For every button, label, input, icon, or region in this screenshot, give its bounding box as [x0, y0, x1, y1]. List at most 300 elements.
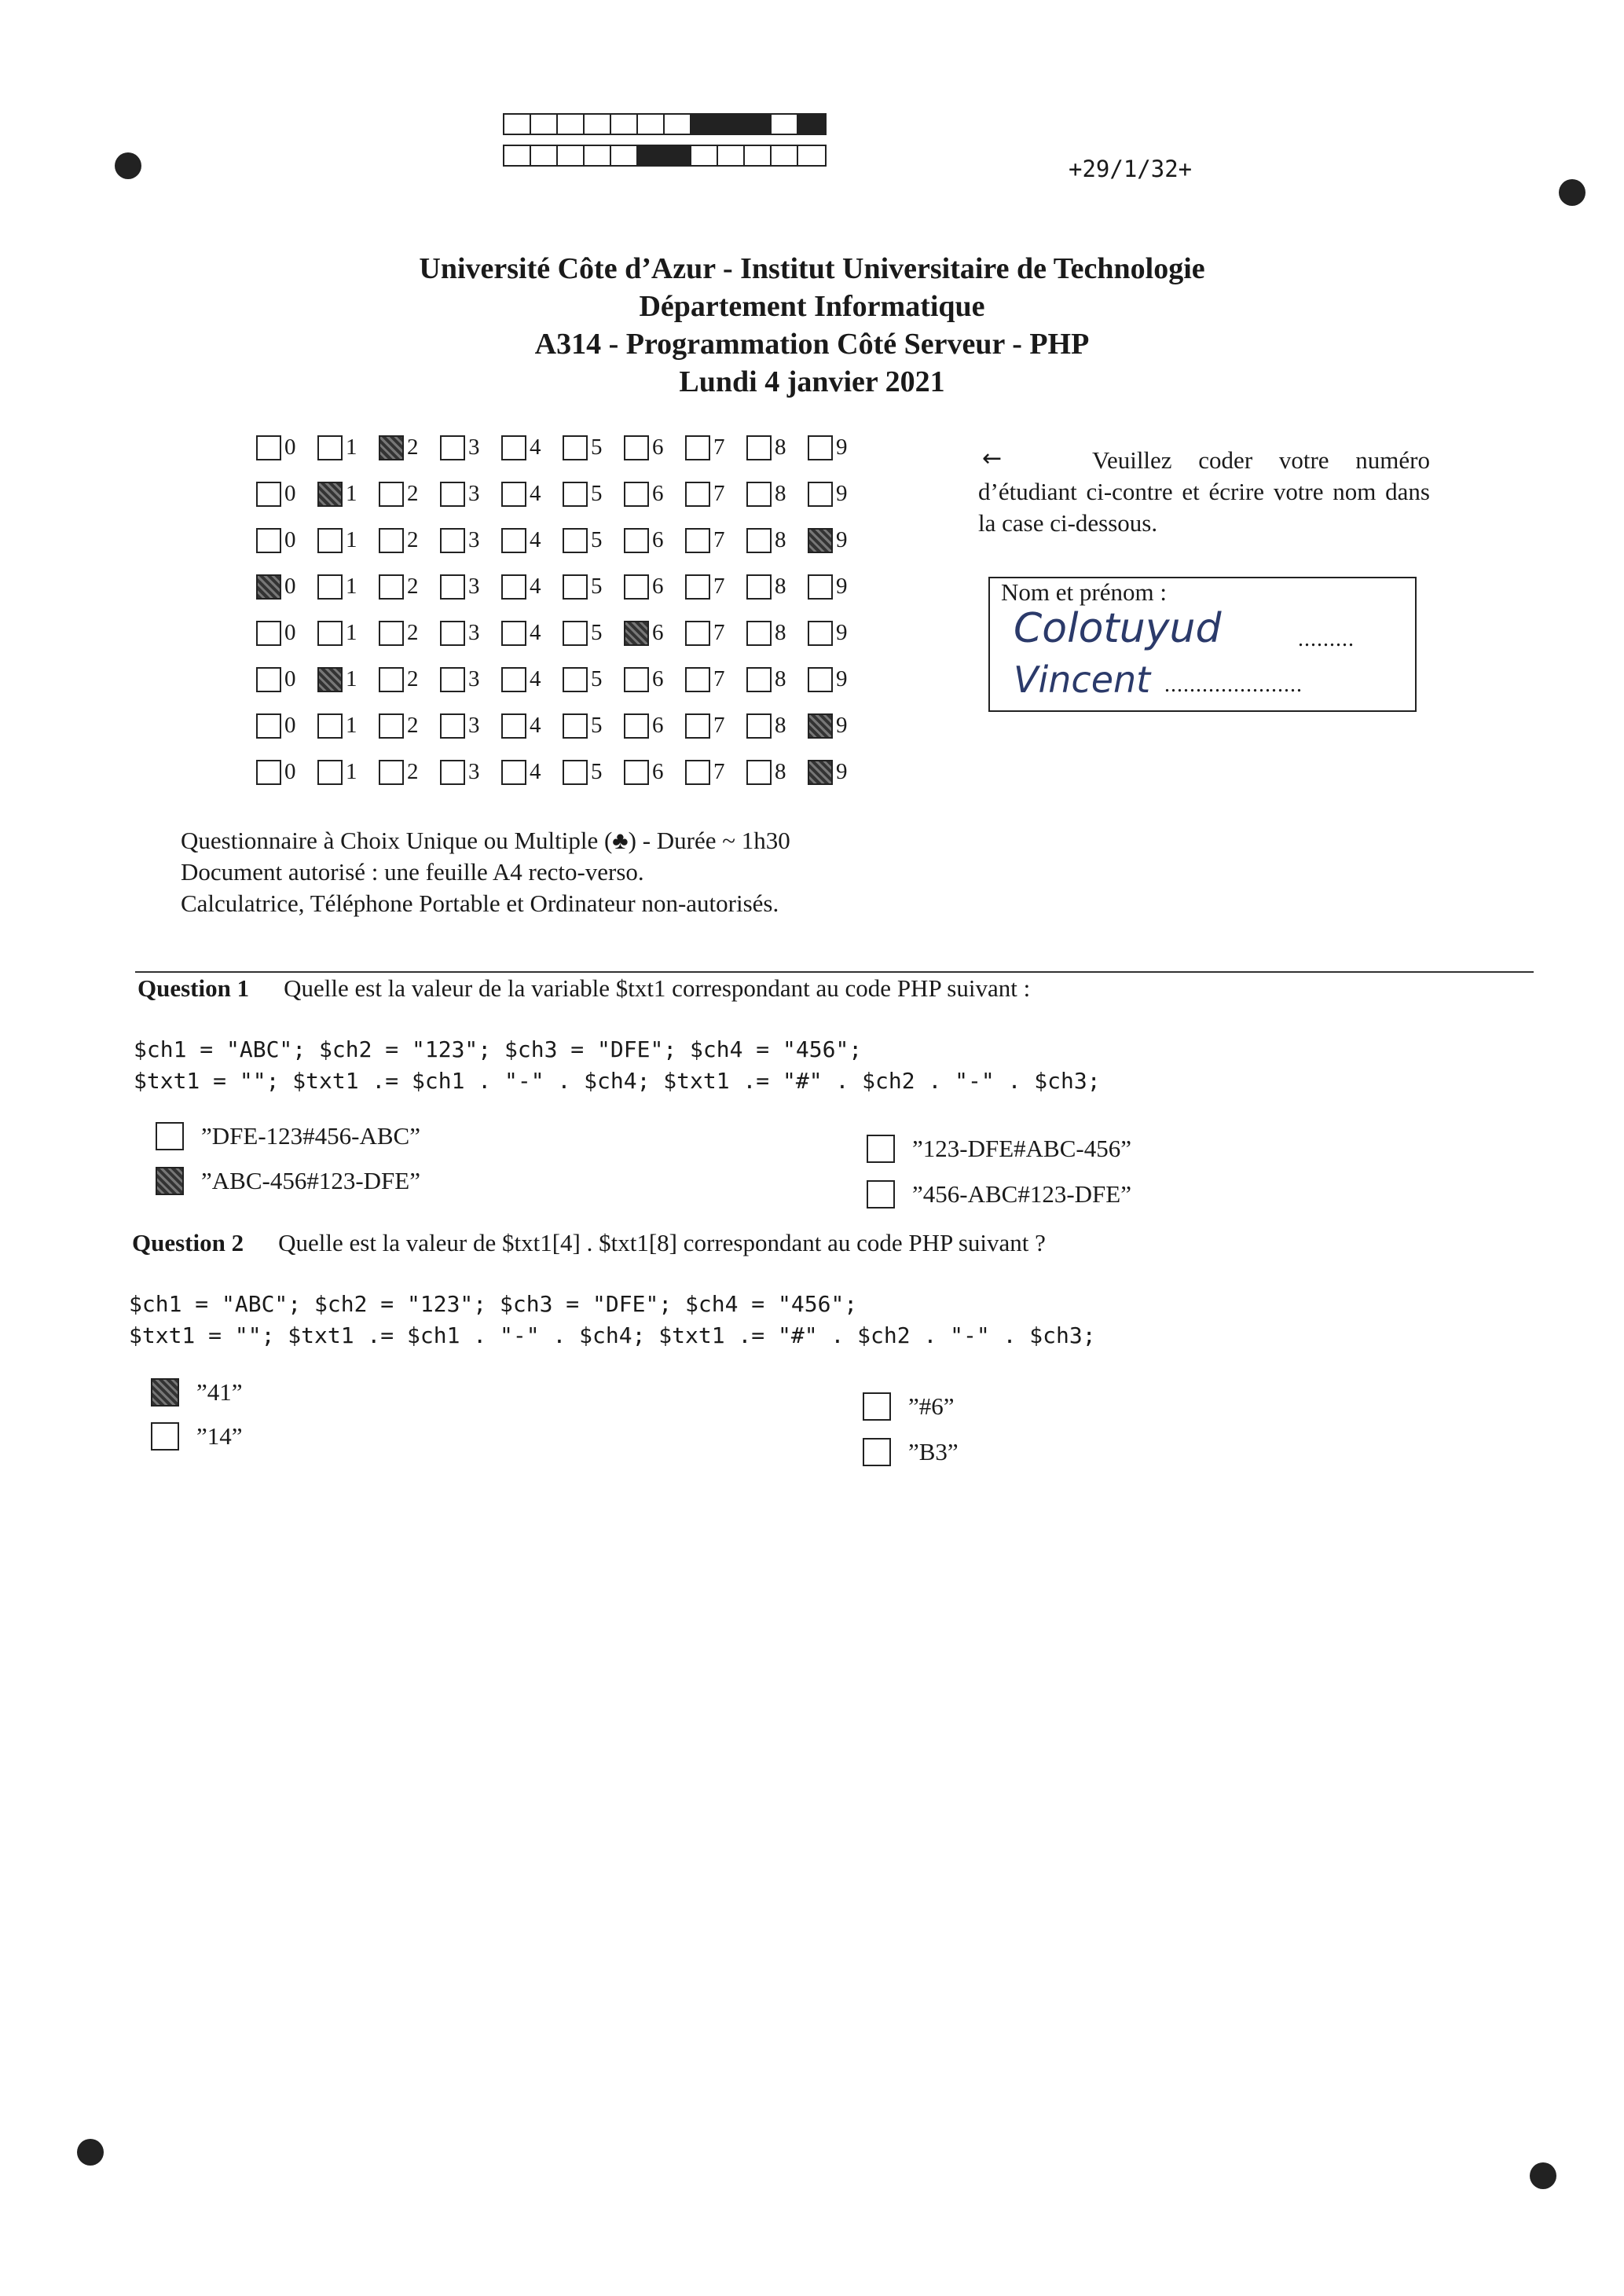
name-dots-2: ......................	[1164, 673, 1303, 697]
digit-label: 5	[591, 435, 603, 460]
digit-label: 1	[346, 666, 357, 691]
digit-checkbox[interactable]	[501, 667, 526, 692]
digit-label: 3	[468, 713, 480, 738]
digit-label: 0	[284, 713, 296, 738]
digit-checkbox[interactable]	[317, 435, 343, 460]
digit-option[interactable]	[440, 574, 501, 600]
digit-option[interactable]	[256, 759, 317, 785]
digit-label: 4	[530, 759, 541, 784]
digit-option[interactable]	[685, 527, 746, 553]
question-1-option-d[interactable]	[867, 1180, 1131, 1209]
digit-checkbox[interactable]	[685, 713, 710, 739]
digit-option[interactable]	[685, 435, 746, 460]
digit-label: 3	[468, 435, 480, 460]
digit-checkbox[interactable]	[685, 760, 710, 785]
student-number-row	[256, 424, 869, 471]
digit-label: 7	[713, 666, 725, 691]
digit-label: 0	[284, 666, 296, 691]
digit-label: 2	[407, 435, 419, 460]
digit-option[interactable]	[440, 713, 501, 739]
digit-option[interactable]	[685, 666, 746, 692]
digit-option[interactable]	[685, 574, 746, 600]
digit-option[interactable]	[379, 620, 440, 646]
checkbox[interactable]	[151, 1422, 179, 1451]
student-number-row	[256, 702, 869, 749]
digit-option[interactable]	[379, 713, 440, 739]
digit-option[interactable]	[746, 759, 808, 785]
digit-label: 6	[652, 713, 664, 738]
name-dots-1: .........	[1298, 627, 1355, 651]
instructions-text: Veuillez coder votre numéro d’étudiant ci-contre et écrire votre nom dans la case ci-dessous.	[978, 446, 1430, 537]
digit-label: 6	[652, 666, 664, 691]
digit-option[interactable]	[501, 481, 563, 507]
digit-option[interactable]	[808, 574, 869, 600]
digit-checkbox[interactable]	[685, 528, 710, 553]
digit-option[interactable]	[379, 759, 440, 785]
digit-option[interactable]	[501, 759, 563, 785]
digit-option[interactable]	[501, 666, 563, 692]
digit-option[interactable]	[624, 481, 685, 507]
digit-option[interactable]	[379, 574, 440, 600]
digit-option[interactable]	[317, 574, 379, 600]
digit-label: 8	[775, 713, 786, 738]
digit-label: 0	[284, 527, 296, 552]
option-label: ”DFE-123#456-ABC”	[201, 1122, 420, 1150]
checkbox[interactable]	[156, 1122, 184, 1150]
question-2-text: Quelle est la valeur de $txt1[4] . $txt1[8] correspondant au code PHP suivant ?	[278, 1229, 1046, 1256]
digit-label: 1	[346, 481, 357, 506]
digit-label: 6	[652, 620, 664, 645]
digit-option[interactable]	[501, 620, 563, 646]
page-id: +29/1/32+	[1069, 156, 1193, 182]
digit-label: 8	[775, 527, 786, 552]
digit-option[interactable]	[624, 527, 685, 553]
digit-option[interactable]	[746, 435, 808, 460]
digit-label: 8	[775, 759, 786, 784]
digit-label: 1	[346, 435, 357, 460]
digit-label: 4	[530, 713, 541, 738]
digit-checkbox[interactable]	[256, 713, 281, 739]
digit-label: 3	[468, 620, 480, 645]
digit-option[interactable]	[317, 435, 379, 460]
digit-option[interactable]	[808, 759, 869, 785]
digit-option[interactable]	[256, 666, 317, 692]
digit-option[interactable]	[624, 713, 685, 739]
digit-label: 1	[346, 527, 357, 552]
question-1-option-c[interactable]	[867, 1135, 1131, 1163]
left-arrow-icon: ←	[982, 445, 1003, 472]
digit-option[interactable]	[563, 620, 624, 646]
digit-label: 3	[468, 527, 480, 552]
digit-option[interactable]	[440, 527, 501, 553]
digit-option[interactable]	[379, 666, 440, 692]
digit-checkbox[interactable]	[746, 574, 772, 600]
digit-checkbox[interactable]	[685, 574, 710, 600]
question-2-option-a[interactable]	[151, 1378, 243, 1407]
digit-option[interactable]	[317, 666, 379, 692]
digit-checkbox[interactable]	[440, 667, 465, 692]
digit-label: 8	[775, 435, 786, 460]
digit-option[interactable]	[256, 481, 317, 507]
header-department: Département Informatique	[639, 290, 985, 323]
digit-checkbox[interactable]	[440, 574, 465, 600]
digit-checkbox[interactable]	[317, 528, 343, 553]
digit-option[interactable]	[317, 527, 379, 553]
registration-mark-top-left	[115, 152, 141, 179]
digit-checkbox[interactable]	[563, 528, 588, 553]
digit-checkbox[interactable]	[379, 482, 404, 507]
digit-checkbox[interactable]	[685, 482, 710, 507]
digit-label: 7	[713, 435, 725, 460]
digit-checkbox[interactable]	[563, 482, 588, 507]
digit-option[interactable]	[685, 759, 746, 785]
question-2-option-b[interactable]	[151, 1422, 243, 1451]
digit-checkbox[interactable]	[563, 621, 588, 646]
question-1-code-line-1: $ch1 = "ABC"; $ch2 = "123"; $ch3 = "DFE"; $ch4 = "456";	[134, 1036, 863, 1062]
digit-option[interactable]	[624, 435, 685, 460]
digit-label: 5	[591, 574, 603, 599]
digit-label: 0	[284, 574, 296, 599]
digit-label: 8	[775, 666, 786, 691]
question-1-option-a[interactable]	[156, 1122, 420, 1150]
digit-label: 4	[530, 620, 541, 645]
digit-checkbox[interactable]	[563, 667, 588, 692]
question-1-option-b[interactable]	[156, 1167, 420, 1195]
digit-label: 2	[407, 713, 419, 738]
digit-label: 0	[284, 759, 296, 784]
digit-label: 4	[530, 481, 541, 506]
digit-checkbox[interactable]	[624, 713, 649, 739]
digit-option[interactable]	[501, 713, 563, 739]
digit-label: 8	[775, 574, 786, 599]
digit-label: 5	[591, 759, 603, 784]
digit-label: 8	[775, 481, 786, 506]
digit-label: 5	[591, 620, 603, 645]
digit-label: 4	[530, 527, 541, 552]
digit-option[interactable]	[624, 620, 685, 646]
digit-label: 4	[530, 435, 541, 460]
digit-option[interactable]	[746, 666, 808, 692]
digit-option[interactable]	[317, 713, 379, 739]
option-label: ”123-DFE#ABC-456”	[912, 1135, 1131, 1162]
digit-option[interactable]	[563, 435, 624, 460]
question-2-code	[129, 1289, 1096, 1352]
exam-header	[0, 250, 1624, 401]
digit-option[interactable]	[746, 713, 808, 739]
digit-checkbox[interactable]	[808, 621, 833, 646]
digit-checkbox[interactable]	[440, 713, 465, 739]
digit-label: 7	[713, 713, 725, 738]
digit-option[interactable]	[379, 481, 440, 507]
digit-label: 3	[468, 574, 480, 599]
digit-label: 2	[407, 759, 419, 784]
digit-label: 3	[468, 666, 480, 691]
exam-info-type: Questionnaire à Choix Unique ou Multiple (♣) - Durée ~ 1h30	[181, 827, 790, 854]
digit-option[interactable]	[563, 759, 624, 785]
question-1-code-line-2: $txt1 = ""; $txt1 .= $ch1 . "-" . $ch4; $txt1 .= "#" . $ch2 . "-" . $ch3;	[134, 1068, 1101, 1094]
digit-label: 9	[836, 666, 848, 691]
digit-label: 0	[284, 435, 296, 460]
digit-option[interactable]	[808, 435, 869, 460]
option-label: ”ABC-456#123-DFE”	[201, 1167, 420, 1194]
digit-checkbox[interactable]	[746, 667, 772, 692]
digit-option[interactable]	[379, 527, 440, 553]
digit-checkbox[interactable]	[624, 435, 649, 460]
digit-label: 6	[652, 527, 664, 552]
registration-mark-top-right	[1559, 179, 1586, 206]
digit-checkbox[interactable]	[501, 713, 526, 739]
digit-checkbox[interactable]	[746, 713, 772, 739]
digit-checkbox[interactable]	[685, 667, 710, 692]
digit-option[interactable]	[746, 620, 808, 646]
digit-label: 2	[407, 666, 419, 691]
student-number-row	[256, 563, 869, 610]
digit-label: 5	[591, 527, 603, 552]
digit-label: 3	[468, 759, 480, 784]
registration-mark-bottom-left	[77, 2139, 104, 2166]
digit-label: 6	[652, 574, 664, 599]
digit-checkbox[interactable]	[624, 482, 649, 507]
digit-option[interactable]	[808, 620, 869, 646]
digit-option[interactable]	[563, 527, 624, 553]
digit-checkbox[interactable]	[501, 528, 526, 553]
digit-option[interactable]	[624, 759, 685, 785]
digit-label: 7	[713, 527, 725, 552]
checkbox[interactable]	[863, 1392, 891, 1421]
option-label: ”#6”	[908, 1392, 955, 1420]
digit-label: 6	[652, 481, 664, 506]
student-number-grid	[256, 424, 869, 795]
digit-checkbox[interactable]	[808, 574, 833, 600]
digit-option[interactable]	[501, 527, 563, 553]
digit-option[interactable]	[256, 435, 317, 460]
option-label: ”456-ABC#123-DFE”	[912, 1180, 1131, 1208]
exam-info-documents: Document autorisé : une feuille A4 recto-verso.	[181, 858, 644, 886]
digit-label: 3	[468, 481, 480, 506]
digit-option[interactable]	[624, 666, 685, 692]
name-box[interactable]	[988, 577, 1417, 712]
digit-checkbox[interactable]	[624, 667, 649, 692]
digit-label: 9	[836, 527, 848, 552]
digit-checkbox[interactable]	[379, 528, 404, 553]
digit-checkbox[interactable]	[624, 528, 649, 553]
digit-option[interactable]	[746, 574, 808, 600]
question-1-label: Question 1	[137, 974, 250, 1002]
barcode-top	[503, 113, 827, 135]
digit-checkbox[interactable]	[379, 760, 404, 785]
digit-checkbox[interactable]	[563, 435, 588, 460]
digit-option[interactable]	[317, 620, 379, 646]
digit-checkbox[interactable]	[501, 621, 526, 646]
digit-checkbox[interactable]	[501, 574, 526, 600]
digit-option[interactable]	[685, 620, 746, 646]
digit-checkbox[interactable]	[256, 435, 281, 460]
digit-option[interactable]	[563, 713, 624, 739]
question-2-heading	[132, 1229, 1046, 1257]
digit-option[interactable]	[501, 435, 563, 460]
digit-label: 7	[713, 481, 725, 506]
digit-label: 2	[407, 481, 419, 506]
digit-option[interactable]	[685, 713, 746, 739]
digit-checkbox[interactable]	[379, 667, 404, 692]
digit-option[interactable]	[808, 527, 869, 553]
digit-checkbox[interactable]	[624, 760, 649, 785]
digit-option[interactable]	[624, 574, 685, 600]
digit-label: 2	[407, 620, 419, 645]
digit-label: 6	[652, 435, 664, 460]
student-number-row	[256, 749, 869, 795]
digit-checkbox[interactable]	[440, 760, 465, 785]
header-course: A314 - Programmation Côté Serveur - PHP	[534, 328, 1090, 361]
digit-option[interactable]	[440, 759, 501, 785]
digit-option[interactable]	[256, 713, 317, 739]
digit-option[interactable]	[746, 481, 808, 507]
digit-checkbox[interactable]	[256, 621, 281, 646]
digit-label: 4	[530, 666, 541, 691]
digit-checkbox[interactable]	[379, 621, 404, 646]
digit-checkbox[interactable]	[256, 667, 281, 692]
digit-label: 7	[713, 759, 725, 784]
digit-checkbox[interactable]	[440, 435, 465, 460]
digit-checkbox[interactable]	[379, 435, 404, 460]
digit-checkbox[interactable]	[501, 435, 526, 460]
digit-checkbox[interactable]	[501, 482, 526, 507]
digit-option[interactable]	[563, 666, 624, 692]
question-2-option-c[interactable]	[863, 1392, 955, 1421]
digit-checkbox[interactable]	[685, 621, 710, 646]
digit-checkbox[interactable]	[256, 574, 281, 600]
handwritten-firstname: Vincent	[1014, 658, 1151, 701]
name-label: Nom et prénom :	[1001, 578, 1167, 606]
digit-checkbox[interactable]	[624, 574, 649, 600]
digit-label: 1	[346, 574, 357, 599]
digit-label: 5	[591, 481, 603, 506]
digit-option[interactable]	[256, 620, 317, 646]
digit-option[interactable]	[440, 481, 501, 507]
digit-label: 9	[836, 574, 848, 599]
digit-checkbox[interactable]	[256, 760, 281, 785]
digit-option[interactable]	[317, 759, 379, 785]
registration-mark-bottom-right	[1530, 2162, 1556, 2189]
digit-label: 5	[591, 713, 603, 738]
digit-checkbox[interactable]	[440, 528, 465, 553]
digit-checkbox[interactable]	[808, 528, 833, 553]
digit-label: 0	[284, 481, 296, 506]
digit-checkbox[interactable]	[563, 574, 588, 600]
digit-option[interactable]	[440, 435, 501, 460]
digit-checkbox[interactable]	[256, 528, 281, 553]
digit-label: 9	[836, 481, 848, 506]
digit-checkbox[interactable]	[317, 760, 343, 785]
digit-checkbox[interactable]	[501, 760, 526, 785]
digit-option[interactable]	[317, 481, 379, 507]
digit-option[interactable]	[808, 713, 869, 739]
digit-checkbox[interactable]	[317, 713, 343, 739]
digit-checkbox[interactable]	[256, 482, 281, 507]
digit-option[interactable]	[563, 481, 624, 507]
student-number-row	[256, 656, 869, 702]
digit-option[interactable]	[808, 666, 869, 692]
question-1-code	[134, 1034, 1101, 1097]
checkbox[interactable]	[867, 1135, 895, 1163]
digit-checkbox[interactable]	[808, 435, 833, 460]
digit-checkbox[interactable]	[317, 621, 343, 646]
digit-checkbox[interactable]	[746, 482, 772, 507]
digit-option[interactable]	[256, 574, 317, 600]
digit-option[interactable]	[746, 527, 808, 553]
barcode-bottom	[503, 145, 827, 167]
digit-label: 9	[836, 759, 848, 784]
checkbox[interactable]	[151, 1378, 179, 1407]
digit-checkbox[interactable]	[317, 574, 343, 600]
digit-label: 1	[346, 759, 357, 784]
question-2-option-d[interactable]	[863, 1438, 959, 1466]
digit-label: 2	[407, 574, 419, 599]
digit-option[interactable]	[440, 620, 501, 646]
digit-label: 5	[591, 666, 603, 691]
digit-checkbox[interactable]	[379, 713, 404, 739]
option-label: ”B3”	[908, 1438, 959, 1465]
digit-label: 2	[407, 527, 419, 552]
exam-info	[181, 825, 790, 919]
digit-checkbox[interactable]	[563, 713, 588, 739]
question-1-text: Quelle est la valeur de la variable $txt1 correspondant au code PHP suivant :	[284, 974, 1031, 1002]
digit-checkbox[interactable]	[685, 435, 710, 460]
student-number-row	[256, 517, 869, 563]
digit-checkbox[interactable]	[317, 667, 343, 692]
digit-checkbox[interactable]	[379, 574, 404, 600]
digit-option[interactable]	[440, 666, 501, 692]
digit-label: 7	[713, 620, 725, 645]
question-2-code-line-1: $ch1 = "ABC"; $ch2 = "123"; $ch3 = "DFE"; $ch4 = "456";	[129, 1291, 858, 1317]
digit-checkbox[interactable]	[808, 760, 833, 785]
checkbox[interactable]	[867, 1180, 895, 1209]
digit-checkbox[interactable]	[746, 760, 772, 785]
digit-checkbox[interactable]	[563, 760, 588, 785]
digit-checkbox[interactable]	[808, 482, 833, 507]
header-university: Université Côte d’Azur - Institut Universitaire de Technologie	[419, 252, 1205, 285]
checkbox[interactable]	[156, 1167, 184, 1195]
digit-checkbox[interactable]	[746, 621, 772, 646]
digit-checkbox[interactable]	[746, 435, 772, 460]
digit-option[interactable]	[808, 481, 869, 507]
handwritten-surname: Colotuyud	[1014, 605, 1222, 652]
checkbox[interactable]	[863, 1438, 891, 1466]
digit-label: 8	[775, 620, 786, 645]
digit-label: 6	[652, 759, 664, 784]
question-1-heading	[137, 974, 1030, 1003]
digit-option[interactable]	[563, 574, 624, 600]
option-label: ”14”	[196, 1422, 243, 1450]
digit-checkbox[interactable]	[317, 482, 343, 507]
digit-checkbox[interactable]	[746, 528, 772, 553]
digit-option[interactable]	[501, 574, 563, 600]
exam-info-devices: Calculatrice, Téléphone Portable et Ordinateur non-autorisés.	[181, 889, 779, 917]
digit-checkbox[interactable]	[440, 621, 465, 646]
student-number-row	[256, 610, 869, 656]
digit-checkbox[interactable]	[808, 667, 833, 692]
digit-label: 9	[836, 620, 848, 645]
digit-option[interactable]	[256, 527, 317, 553]
digit-checkbox[interactable]	[808, 713, 833, 739]
student-number-row	[256, 471, 869, 517]
option-label: ”41”	[196, 1378, 243, 1406]
digit-checkbox[interactable]	[440, 482, 465, 507]
digit-checkbox[interactable]	[624, 621, 649, 646]
digit-label: 4	[530, 574, 541, 599]
digit-option[interactable]	[379, 435, 440, 460]
digit-option[interactable]	[685, 481, 746, 507]
